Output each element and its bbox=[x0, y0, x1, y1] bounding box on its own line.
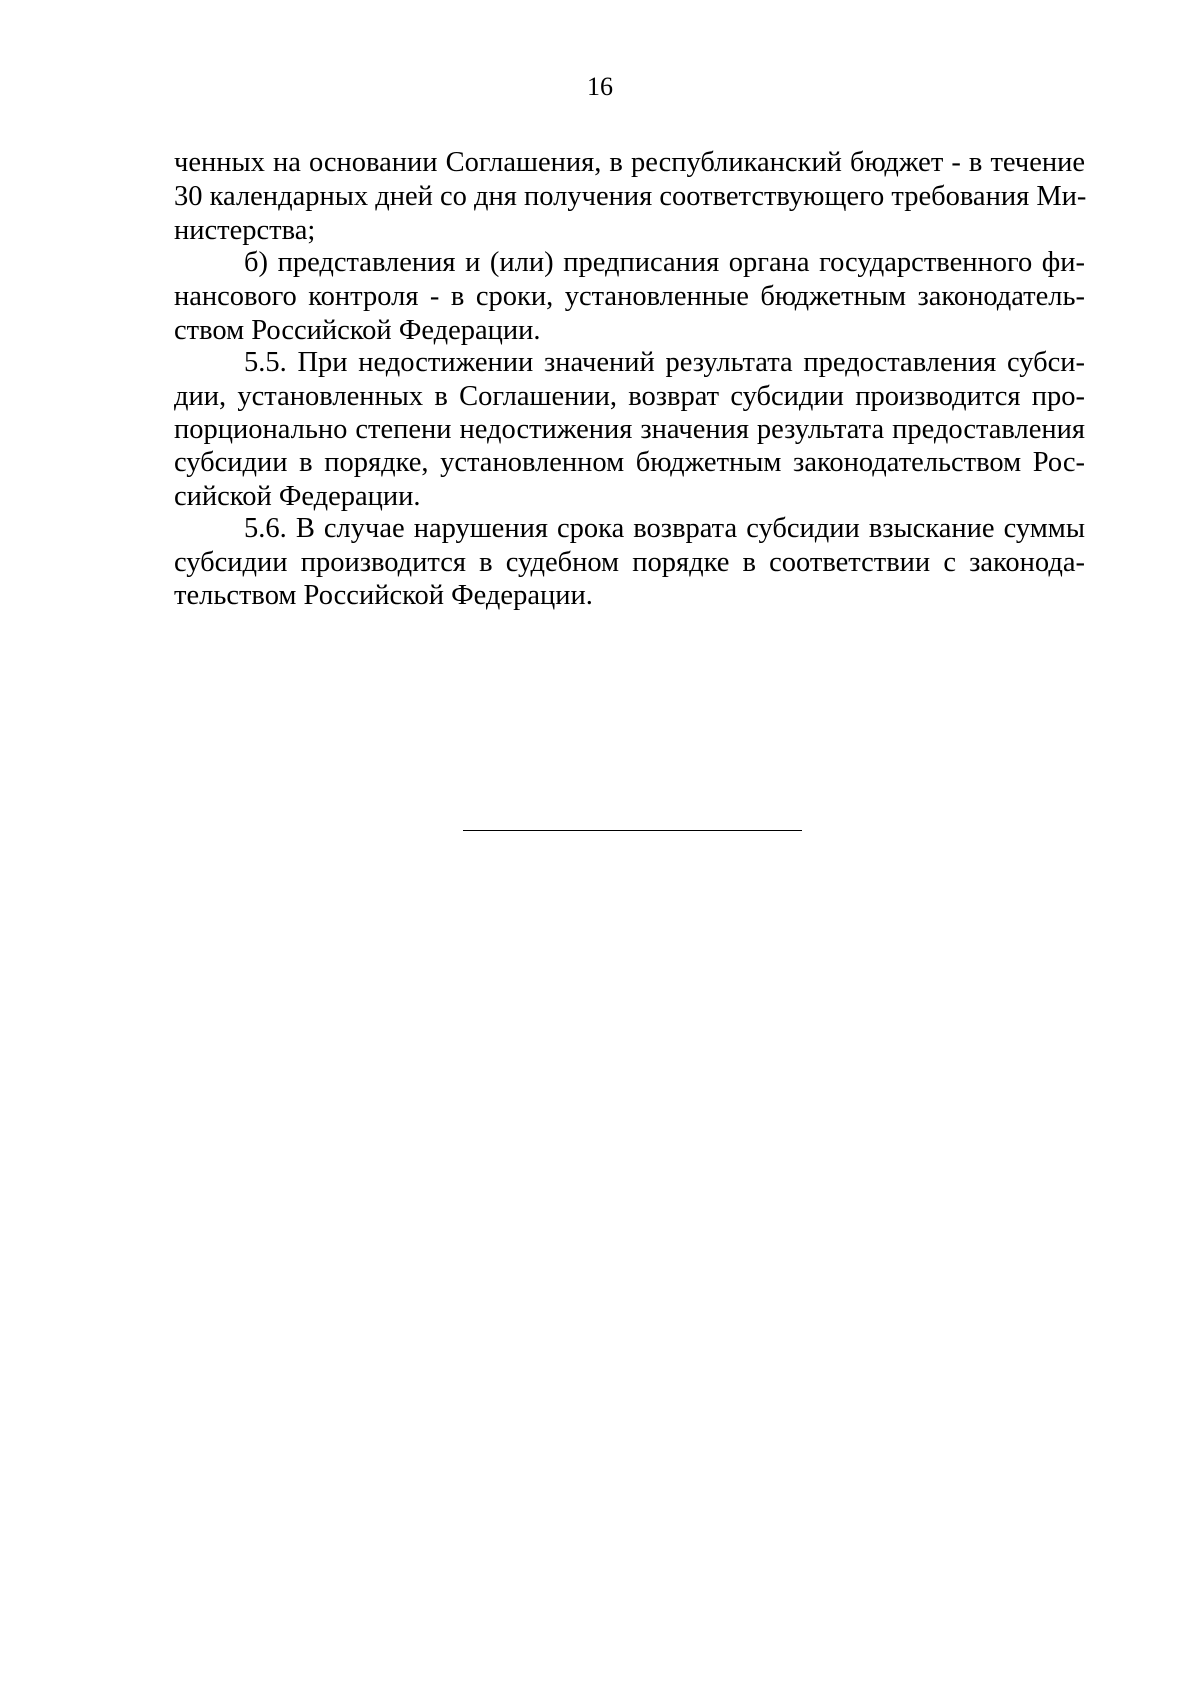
text-line: субсидии производится в судебном порядке в соответствии с законода- bbox=[174, 547, 1085, 578]
text-line: 30 календарных дней со дня получения соответствующего требования Ми- bbox=[174, 181, 1087, 212]
text-line: нистерства; bbox=[174, 215, 316, 246]
text-line: сийской Федерации. bbox=[174, 481, 421, 512]
page-number: 16 bbox=[587, 72, 613, 101]
text-line: тельством Российской Федерации. bbox=[174, 580, 593, 611]
text-line: порционально степени недостижения значения результата предоставления bbox=[174, 414, 1085, 445]
text-line: субсидии в порядке, установленном бюджетным законодательством Рос- bbox=[174, 447, 1085, 478]
text-line: ченных на основании Соглашения, в республиканский бюджет - в течение bbox=[174, 147, 1085, 178]
clause-5-5-first-line: 5.5. При недостижении значений результата предоставления субси- bbox=[244, 347, 1085, 378]
clause-5-6-first-line: 5.6. В случае нарушения срока возврата субсидии взыскание суммы bbox=[244, 513, 1085, 544]
paragraph-b-first-line: б) представления и (или) предписания органа государственного фи- bbox=[244, 247, 1085, 278]
text-line: дии, установленных в Соглашении, возврат субсидии производится про- bbox=[174, 381, 1085, 412]
text-line: нансового контроля - в сроки, установленные бюджетным законодатель- bbox=[174, 281, 1085, 312]
closing-separator-line bbox=[463, 830, 802, 831]
text-line: ством Российской Федерации. bbox=[174, 315, 541, 346]
